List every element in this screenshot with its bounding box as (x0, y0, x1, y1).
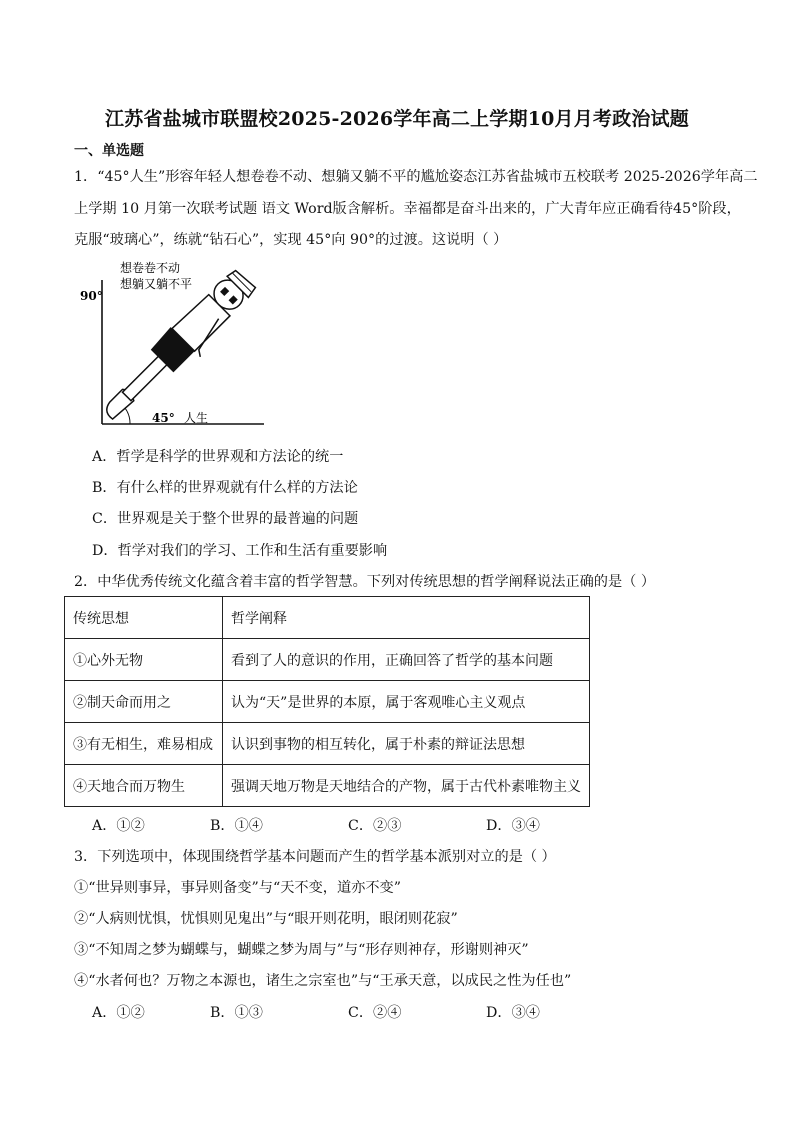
table-cell: 认识到事物的相互转化，属于朴素的辩证法思想 (223, 723, 590, 765)
table-row (65, 639, 590, 681)
q2-table (64, 596, 590, 807)
label-top-line1: 想卷卷不动 (120, 261, 181, 275)
table-row (65, 723, 590, 765)
label-life: 人生 (184, 411, 209, 425)
q3-item-2: ②“人病则忧惧，忧惧则见鬼出”与“眼开则花明，眼闭则花寂” (74, 911, 458, 927)
q2-stem: 2．中华优秀传统文化蕴含着丰富的哲学智慧。下列对传统思想的哲学阐释说法正确的是（ ） (74, 574, 656, 590)
q1-option-a: A．哲学是科学的世界观和方法论的统一 (92, 449, 344, 465)
q2-choice-d: D．③④ (486, 818, 540, 834)
q1-option-c: C．世界观是关于整个世界的最普遍的问题 (92, 511, 359, 527)
table-row (65, 765, 590, 807)
table-cell: ③有无相生，难易相成 (65, 723, 223, 765)
q2-choice-c: C．②③ (348, 818, 402, 834)
q1-stem-line2: 上学期 10 月第一次联考试题 语文 Word版含解析。幸福都是奋斗出来的，广大青年应正确看待45°阶段， (74, 201, 741, 217)
label-45-degrees: 45° (152, 411, 175, 425)
q2-choice-a: A．①② (92, 818, 145, 834)
q1-option-d: D．哲学对我们的学习、工作和生活有重要影响 (92, 543, 388, 559)
q3-choice-b: B．①③ (210, 1005, 263, 1021)
table-cell: ①心外无物 (65, 639, 223, 681)
q2-choice-b: B．①④ (210, 818, 263, 834)
q1-figure (78, 258, 268, 430)
q3-item-3: ③“不知周之梦为蝴蝶与，蝴蝶之梦为周与”与“形存则神存，形谢则神灭” (74, 942, 529, 958)
table-cell: ②制天命而用之 (65, 681, 223, 723)
table-row (65, 681, 590, 723)
table-cell: 认为“天”是世界的本原，属于客观唯心主义观点 (223, 681, 590, 723)
q3-stem: 3．下列选项中，体现围绕哲学基本问题而产生的哲学基本派别对立的是（ ） (74, 849, 556, 865)
page-title: 江苏省盐城市联盟校2025-2026学年高二上学期10月月考政治试题 (105, 108, 689, 130)
table-header-cell: 传统思想 (65, 597, 223, 639)
section-heading: 一、单选题 (74, 143, 144, 159)
table-header-cell: 哲学阐释 (223, 597, 590, 639)
q1-stem-line1: 1．“45°人生”形容年轻人想卷卷不动、想躺又躺不平的尴尬姿态江苏省盐城市五校联考 2025-2026学年高二 (74, 169, 758, 185)
table-cell: 强调天地万物是天地结合的产物，属于古代朴素唯物主义 (223, 765, 590, 807)
label-top-line2: 想躺又躺不平 (120, 277, 193, 291)
q3-item-1: ①“世异则事异，事异则备变”与“天不变，道亦不变” (74, 880, 401, 896)
q3-choice-d: D．③④ (486, 1005, 540, 1021)
figure-45-life-illustration (78, 258, 268, 430)
table-cell: 看到了人的意识的作用，正确回答了哲学的基本问题 (223, 639, 590, 681)
q1-option-b: B．有什么样的世界观就有什么样的方法论 (92, 480, 358, 496)
table-header-row (65, 597, 590, 639)
q1-stem-line3: 克服“玻璃心”，练就“钻石心”，实现 45°向 90°的过渡。这说明（ ） (74, 232, 508, 248)
q3-item-4: ④“水者何也？万物之本源也，诸生之宗室也”与“王承天意，以成民之性为任也” (74, 973, 572, 989)
table-cell: ④天地合而万物生 (65, 765, 223, 807)
q3-choice-a: A．①② (92, 1005, 145, 1021)
q3-choice-c: C．②④ (348, 1005, 402, 1021)
label-90-degrees: 90° (80, 289, 103, 303)
